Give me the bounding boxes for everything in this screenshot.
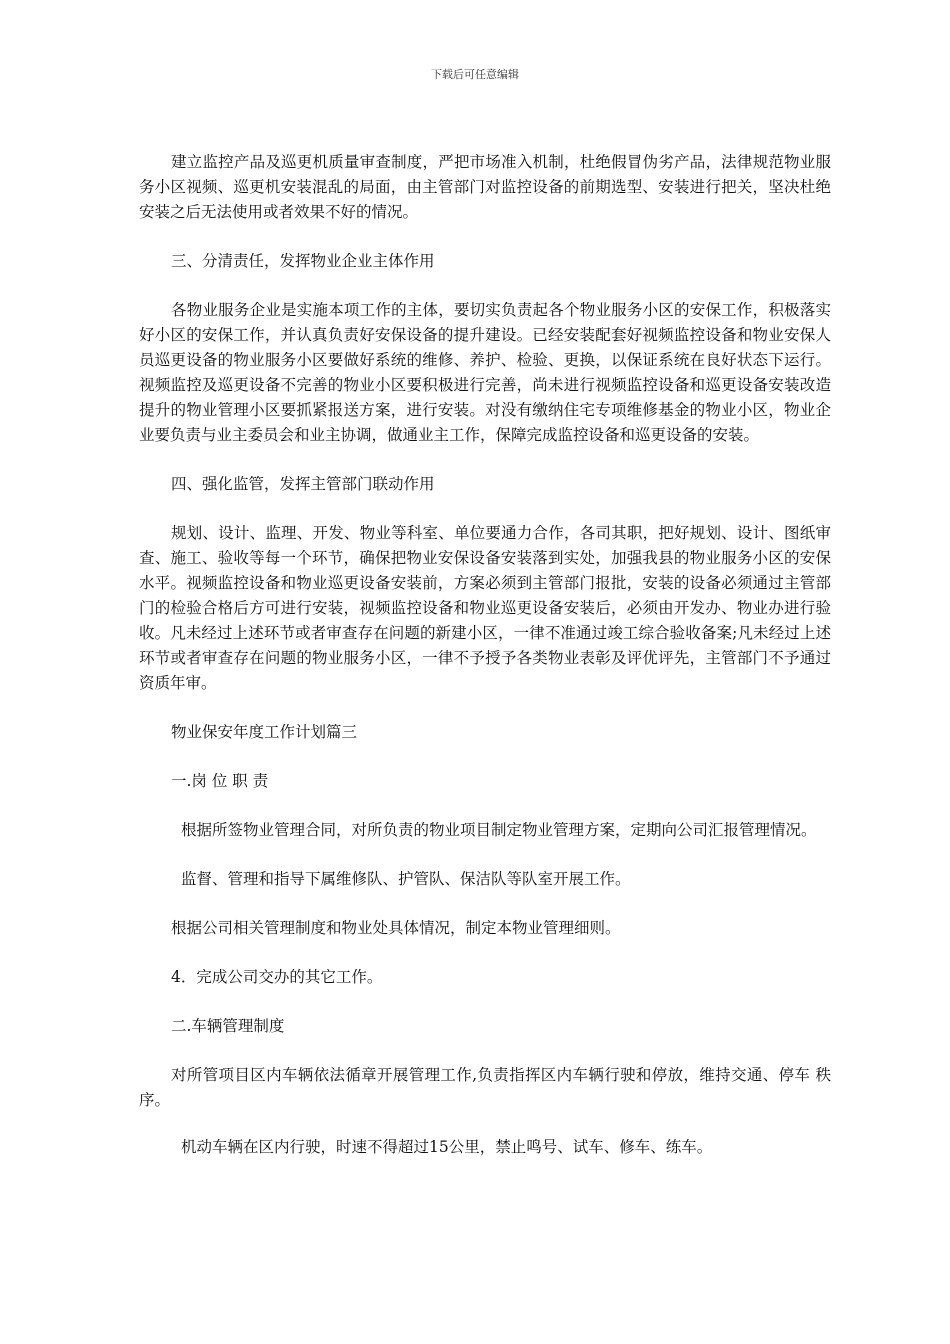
paragraph-quality-review: 建立监控产品及巡更机质量审查制度，严把市场准入机制，杜绝假冒伪劣产品，法律规范物业服务小区视频、巡更机安装混乱的局面，由主管部门对监控设备的前期选型、安装进行把关，坚决杜绝安装之后无法使用或者效果不好的情况。 (139, 153, 831, 221)
duty-item-1: 根据所签物业管理合同，对所负责的物业项目制定物业管理方案，定期向公司汇报管理情况。 (181, 821, 817, 839)
paragraph-enterprise-role: 各物业服务企业是实施本项工作的主体，要切实负责起各个物业服务小区的安保工作，积极落实好小区的安保工作，并认真负责好安保设备的提升建设。已经安装配套好视频监控设备和物业安保人员巡更设备的物业服务小区要做好系统的维修、养护、检验、更换，以保证系统在良好状态下运行。视频监控及巡更设备不完善的物业小区要积极进行完善，尚未进行视频监控设备和巡更设备安装改造提升的物业管理小区要抓紧报送方案，进行安装。对没有缴纳住宅专项维修基金的物业小区，物业企业要负责与业主委员会和业主协调，做通业主工作，保障完成监控设备和巡更设备的安装。 (139, 301, 831, 444)
document-body (139, 150, 831, 1160)
vehicle-rule-2: 机动车辆在区内行驶，时速不得超过15公里，禁止鸣号、试车、修车、练车。 (181, 1138, 713, 1156)
duty-item-3: 根据公司相关管理制度和物业处具体情况，制定本物业管理细则。 (171, 919, 621, 937)
section-heading-responsibility: 三、分清责任，发挥物业企业主体作用 (171, 252, 435, 270)
document-subtitle: 物业保安年度工作计划篇三 (171, 723, 358, 741)
duty-item-2: 监督、管理和指导下属维修队、护管队、保洁队等队室开展工作。 (181, 870, 631, 888)
duty-item-4: 4．完成公司交办的其它工作。 (171, 968, 383, 986)
paragraph-department-coordination: 规划、设计、监理、开发、物业等科室、单位要通力合作，各司其职，把好规划、设计、图纸审查、施工、验收等每一个环节，确保把物业安保设备安装落到实处，加强我县的物业服务小区的安保水平。视频监控设备和物业巡更设备安装前，方案必须到主管部门报批，安装的设备必须通过主管部门的检验合格后方可进行安装，视频监控设备和物业巡更设备安装后，必须由开发办、物业办进行验收。凡未经过上述环节或者审查存在问题的新建小区，一律不准通过竣工综合验收备案;凡未经过上述环节或者审查存在问题的物业服务小区，一律不予授予各类物业表彰及评优评先，主管部门不予通过资质年审。 (139, 524, 831, 692)
section-heading-vehicles: 二.车辆管理制度 (171, 1017, 285, 1035)
page-header: 下载后可任意编辑 (431, 68, 519, 81)
section-heading-supervision: 四、强化监管，发挥主管部门联动作用 (171, 475, 435, 493)
vehicle-rule-1: 对所管项目区内车辆依法循章开展管理工作,负责指挥区内车辆行驶和停放，维持交通、停车 秩序。 (139, 1066, 831, 1109)
section-heading-duties: 一.岗 位 职 责 (171, 772, 269, 790)
